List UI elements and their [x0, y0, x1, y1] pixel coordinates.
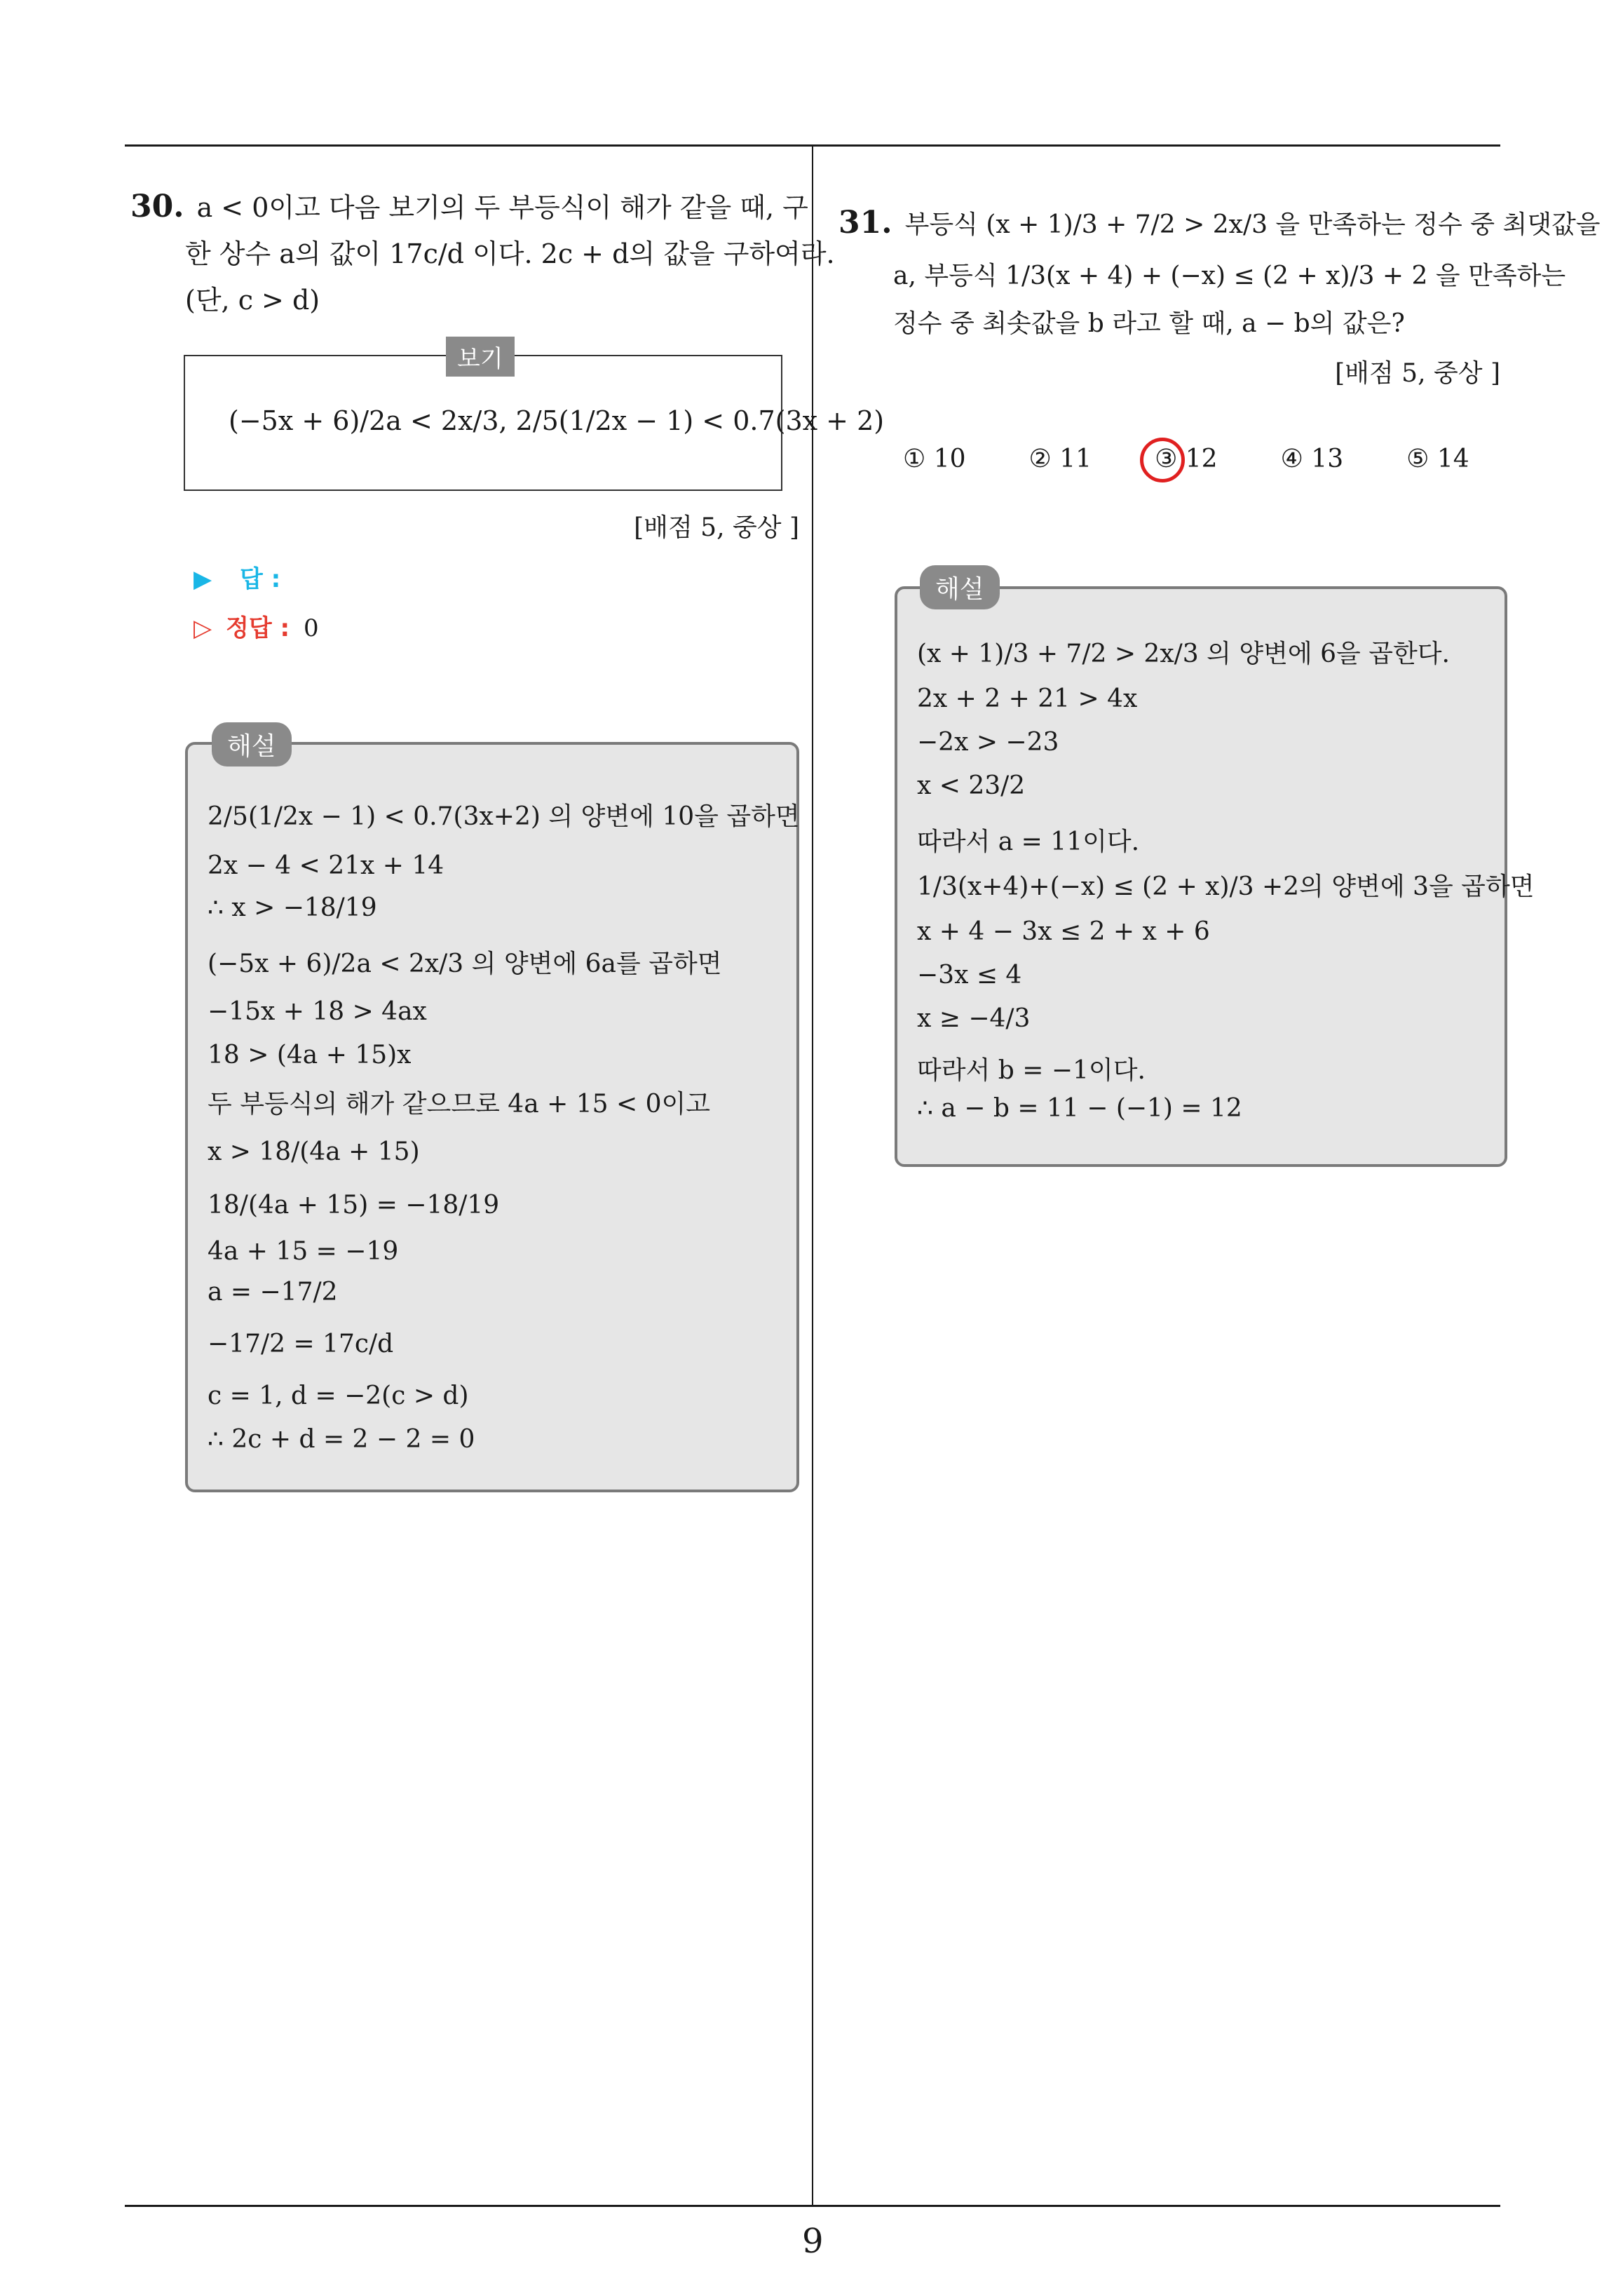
bottom-rule: [125, 2205, 1500, 2207]
problem-31-line-1: 31. 부등식 (x + 1)/3 + 7/2 > 2x/3 을 만족하는 정수 중 최댓값을: [838, 205, 1601, 241]
solution-30-line: c = 1, d = −2(c > d): [208, 1382, 469, 1410]
choice-2[interactable]: ② 11: [1028, 445, 1092, 473]
problem-30-line-2: 한 상수 a의 값이 17c/d 이다. 2c + d의 값을 구하여라.: [185, 238, 835, 269]
solution-30-line: a = −17/2: [208, 1278, 338, 1306]
solution-31-line: −3x ≤ 4: [917, 961, 1022, 990]
solution-label-31: 해설: [920, 565, 1000, 609]
solution-31-line: 따라서 b = −1이다.: [917, 1056, 1146, 1085]
problem-30-line-3: (단, c > d): [185, 285, 320, 316]
answer-label: 답 :: [240, 565, 281, 593]
problem-31-line-3: 정수 중 최솟값을 b 라고 할 때, a − b의 값은?: [893, 309, 1405, 338]
choices-31: [903, 445, 1533, 473]
column-divider: [812, 144, 813, 2206]
bogi-label: 보기: [446, 337, 515, 377]
solution-30-line: 18 > (4a + 15)x: [208, 1041, 412, 1069]
choice-1[interactable]: ① 10: [903, 445, 966, 473]
solution-31-line: 2x + 2 + 21 > 4x: [917, 684, 1138, 713]
solution-31-line: 1/3(x+4)+(−x) ≤ (2 + x)/3 +2의 양변에 3을 곱하면: [917, 872, 1535, 901]
solution-31-line: −2x > −23: [917, 728, 1059, 757]
problem-30-number: 30.: [130, 189, 184, 224]
solution-31-line: x ≥ −4/3: [917, 1004, 1031, 1033]
solution-30-line: x > 18/(4a + 15): [208, 1137, 420, 1166]
bogi-content: (−5x + 6)/2a < 2x/3, 2/5(1/2x − 1) < 0.7(3x + 2): [229, 405, 885, 436]
solution-30-line: 2x − 4 < 21x + 14: [208, 851, 444, 880]
solution-30-line: (−5x + 6)/2a < 2x/3 의 양변에 6a를 곱하면: [208, 950, 722, 978]
solution-31-line: 따라서 a = 11이다.: [917, 828, 1140, 856]
problem-31-number: 31.: [838, 205, 892, 241]
problem-31-line-2: a, 부등식 1/3(x + 4) + (−x) ≤ (2 + x)/3 + 2 을 만족하는: [893, 262, 1566, 290]
answer-line: [193, 560, 280, 594]
correct-label: 정답 :: [226, 614, 290, 642]
problem-31-score: [배점 5, 중상 ]: [1335, 359, 1500, 388]
solution-lines-31: [917, 634, 1535, 1137]
solution-30-line: ∴ 2c + d = 2 − 2 = 0: [208, 1425, 475, 1454]
solution-30-line: −17/2 = 17c/d: [208, 1330, 394, 1358]
problem-30-score: [배점 5, 중상 ]: [634, 513, 799, 542]
problem-31: [838, 198, 1601, 346]
solution-31-line: x + 4 − 3x ≤ 2 + x + 6: [917, 917, 1210, 946]
correct-value: 0: [303, 614, 319, 642]
answer-arrow-icon: ▶: [193, 565, 212, 593]
choice-5[interactable]: ⑤ 14: [1406, 445, 1469, 473]
page-number: 9: [802, 2222, 824, 2261]
choice-3[interactable]: ③ 12: [1155, 445, 1218, 473]
solution-30-line: 4a + 15 = −19: [208, 1237, 399, 1266]
correct-arrow-icon: ▷: [193, 614, 212, 642]
solution-lines-30: [208, 797, 800, 1468]
solution-30-line: 두 부등식의 해가 같으므로 4a + 15 < 0이고: [208, 1090, 711, 1119]
solution-31-line: ∴ a − b = 11 − (−1) = 12: [917, 1094, 1242, 1123]
solution-31-line: x < 23/2: [917, 771, 1026, 800]
problem-30-line-1: 30. a < 0이고 다음 보기의 두 부등식이 해가 같을 때, 구: [130, 189, 808, 224]
correct-answer-line: [193, 609, 319, 643]
solution-label-30: 해설: [212, 722, 292, 767]
problem-30: [130, 184, 835, 323]
selected-choice-circle: [1140, 438, 1185, 482]
solution-30-line: 18/(4a + 15) = −18/19: [208, 1191, 500, 1220]
choice-4[interactable]: ④ 13: [1280, 445, 1344, 473]
solution-31-line: (x + 1)/3 + 7/2 > 2x/3 의 양변에 6을 곱한다.: [917, 640, 1450, 668]
solution-30-line: 2/5(1/2x − 1) < 0.7(3x+2) 의 양변에 10을 곱하면: [208, 802, 800, 831]
solution-30-line: ∴ x > −18/19: [208, 893, 377, 922]
solution-30-line: −15x + 18 > 4ax: [208, 997, 427, 1026]
